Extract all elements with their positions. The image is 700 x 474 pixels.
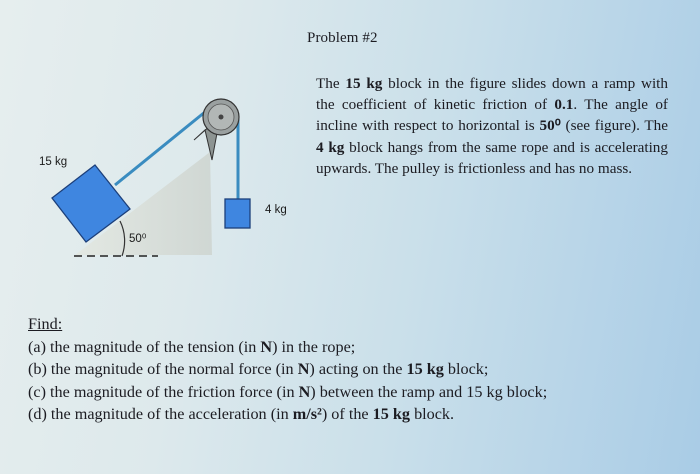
problem-value: 4 kg (316, 138, 345, 156)
problem-title: Problem #2 (307, 30, 378, 46)
problem-value: 15 kg (345, 75, 383, 92)
incline-pulley-figure (0, 80, 310, 280)
problem-text-run: block hangs from the same rope and is accelerating upwards. The pulley is frictionless and has no mass. (316, 138, 668, 177)
problem-text-run: (see figure). The (560, 117, 669, 135)
angle-label: 50⁰ (129, 233, 147, 245)
find-item: (c) the magnitude of the friction force (in N) between the ramp and 15 kg block; (28, 382, 548, 401)
figure-drawing (0, 80, 310, 280)
find-item: (d) the magnitude of the acceleration (in m/s²) of the 15 kg block. (28, 405, 455, 424)
block-4kg (225, 199, 250, 228)
problem-value: 50⁰ (539, 117, 561, 135)
problem-text-run: block in the figure slides down a ramp with the coefficient of kinetic friction of (316, 75, 668, 114)
find-section (28, 313, 547, 426)
problem-statement (316, 73, 668, 179)
find-item: (a) the magnitude of the tension (in N) in the rope; (28, 337, 356, 356)
block-15kg-label: 15 kg (39, 156, 68, 168)
block-4kg-label: 4 kg (265, 204, 287, 216)
find-heading: Find: (28, 315, 63, 333)
problem-text-run: The (316, 75, 346, 92)
find-item: (b) the magnitude of the normal force (in N) acting on the 15 kg block; (28, 360, 489, 379)
problem-value: 0.1 (554, 96, 574, 114)
problem-text-run: . The angle of incline with respect to horizontal is (316, 96, 668, 135)
find-list (28, 336, 547, 426)
